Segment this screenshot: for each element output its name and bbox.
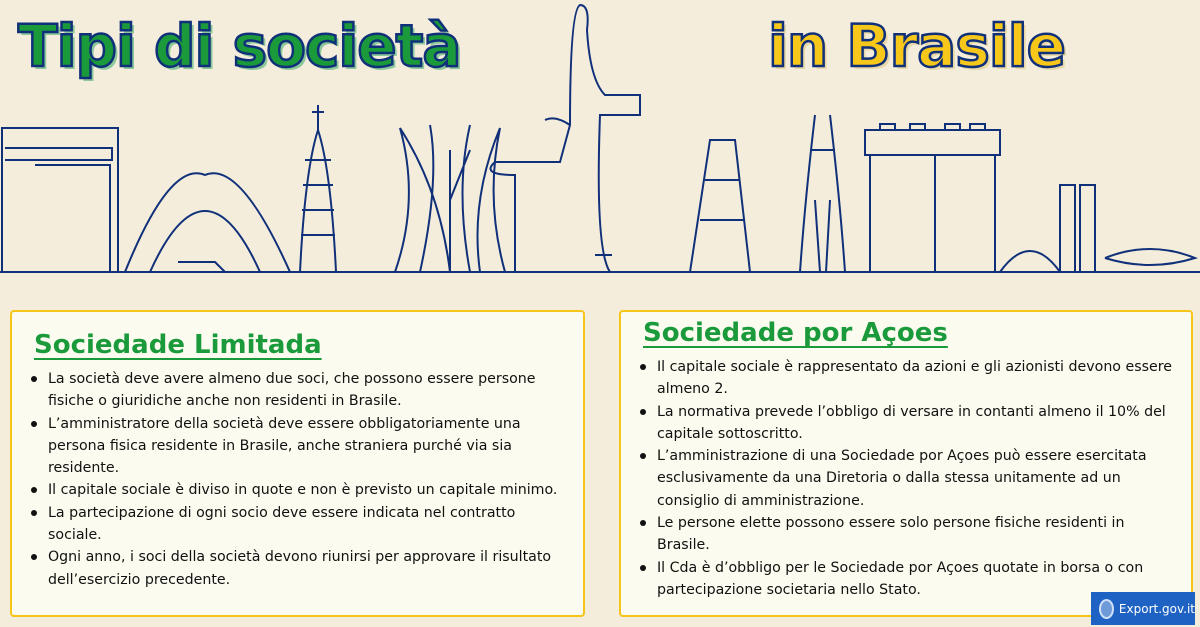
list-item: La normativa prevede l’obbligo di versare in contanti almeno il 10% del capitale sottoscritto. <box>639 401 1175 446</box>
card-sociedade-limitada <box>10 310 585 617</box>
card-title: Sociedade por Açoes <box>643 318 948 348</box>
export-gov-logo <box>1091 592 1195 625</box>
bullet-list <box>30 368 567 591</box>
list-item: La società deve avere almeno due soci, che possono essere persone fisiche o giuridiche anche non residenti in Brasile. <box>30 368 567 413</box>
list-item: Ogni anno, i soci della società devono riunirsi per approvare il risultato dell’esercizio precedente. <box>30 546 567 591</box>
title-right: in Brasile <box>768 12 1065 80</box>
list-item: L’amministratore della società deve essere obbligatoriamente una persona fisica residente in Brasile, anche straniera purché via sia residente. <box>30 413 567 480</box>
title-left: Tipi di società <box>18 12 461 80</box>
card-sociedade-por-acoes <box>619 310 1193 617</box>
list-item: Le persone elette possono essere solo persone fisiche residenti in Brasile. <box>639 512 1175 557</box>
list-item: L’amministrazione di una Sociedade por Açoes può essere esercitata esclusivamente da una Diretoria o dalla stessa unitamente ad un consiglio di amministrazione. <box>639 445 1175 512</box>
italian-emblem-icon <box>1099 599 1114 619</box>
card-title: Sociedade Limitada <box>34 330 322 360</box>
list-item: Il capitale sociale è diviso in quote e non è previsto un capitale minimo. <box>30 479 567 501</box>
list-item: La partecipazione di ogni socio deve essere indicata nel contratto sociale. <box>30 502 567 547</box>
logo-label: Export.gov.it <box>1118 601 1195 616</box>
list-item: Il capitale sociale è rappresentato da azioni e gli azionisti devono essere almeno 2. <box>639 356 1175 401</box>
bullet-list <box>639 356 1175 601</box>
list-item: Il Cda è d’obbligo per le Sociedade por Açoes quotate in borsa o con partecipazione societaria nello Stato. <box>639 557 1175 602</box>
